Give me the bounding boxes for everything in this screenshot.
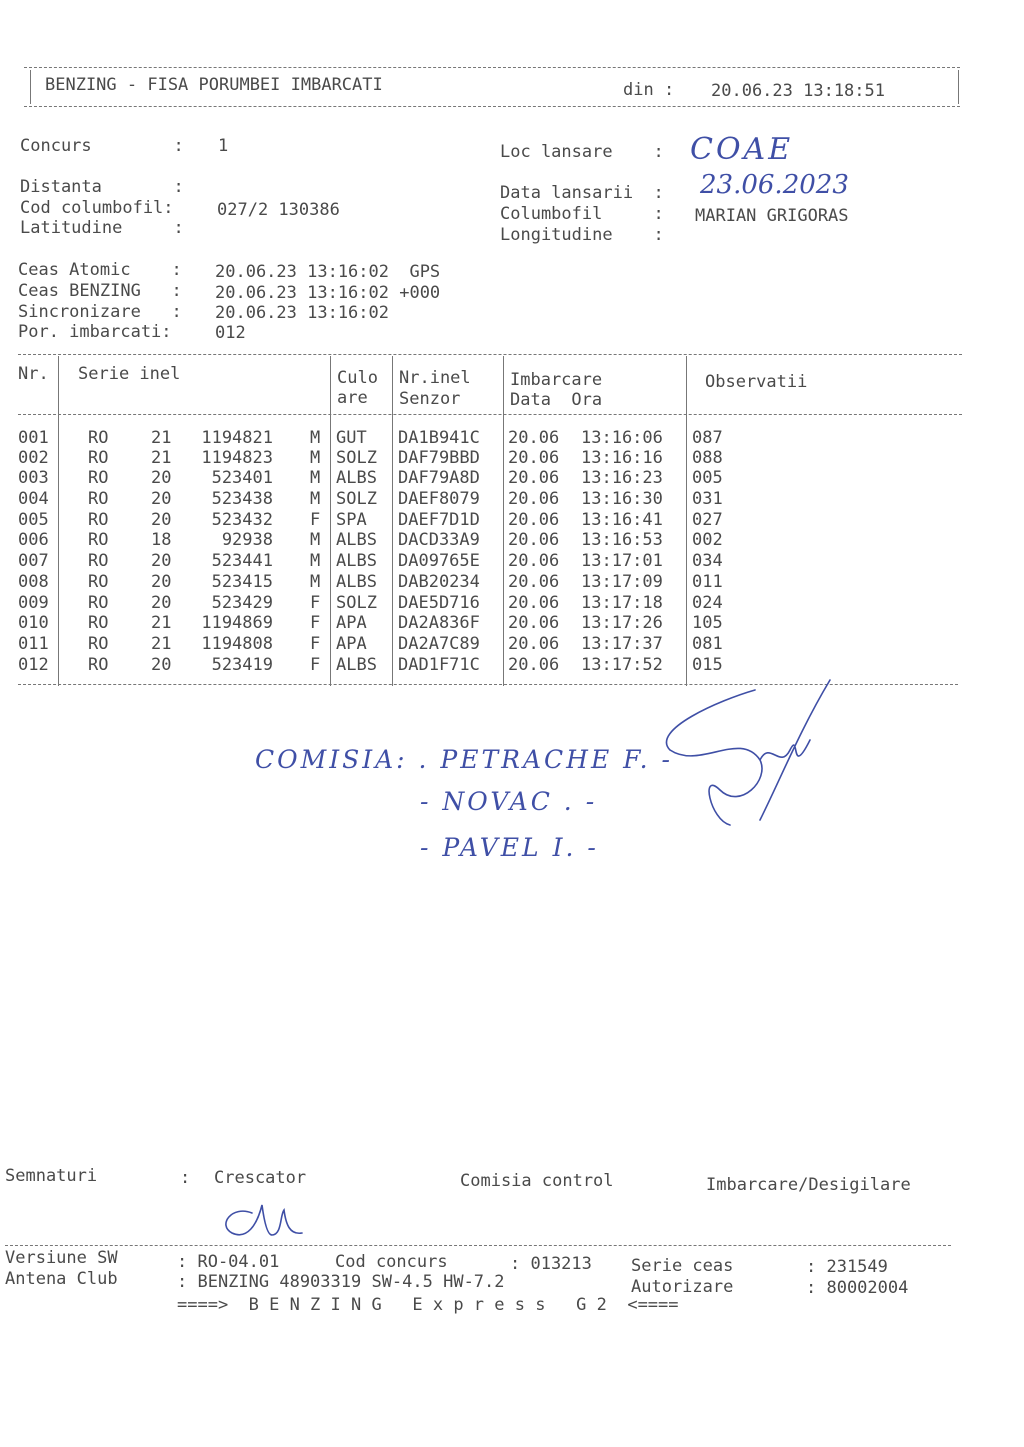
sincronizare-value: 20.06.23 13:16:02 bbox=[215, 303, 389, 323]
cell-time: 13:16:41 bbox=[581, 510, 663, 530]
cell-date: 20.06 bbox=[508, 572, 560, 592]
autorizare-label: Autorizare bbox=[631, 1277, 734, 1297]
table-row bbox=[18, 593, 958, 613]
cell-sex: F bbox=[310, 510, 321, 530]
col-header-observatii: Observatii bbox=[705, 372, 808, 392]
cell-color: SOLZ bbox=[336, 448, 377, 468]
cell-obs: 002 bbox=[692, 530, 723, 550]
table-row bbox=[18, 551, 958, 571]
cell-sensor: DAF79A8D bbox=[398, 468, 480, 488]
table-row bbox=[18, 572, 958, 592]
col-header-serie: Serie inel bbox=[78, 364, 181, 384]
header-bottom-border bbox=[24, 106, 960, 107]
table-row bbox=[18, 634, 958, 654]
cell-year: 18 bbox=[151, 530, 172, 550]
cell-country: RO bbox=[88, 468, 109, 488]
document-title: BENZING - FISA PORUMBEI IMBARCATI bbox=[45, 75, 383, 95]
cell-color: ALBS bbox=[336, 551, 377, 571]
semnaturi-colon: : bbox=[180, 1168, 191, 1188]
distanta-label: Distanta : bbox=[20, 177, 184, 197]
col-header-culoare-1: Culo bbox=[337, 368, 378, 388]
signature-line bbox=[5, 1245, 951, 1246]
col-header-nr: Nr. bbox=[18, 364, 49, 384]
data-lansarii-value: 23.06.2023 bbox=[700, 170, 849, 200]
cell-obs: 087 bbox=[692, 428, 723, 448]
cell-year: 21 bbox=[151, 448, 172, 468]
cell-sex: F bbox=[310, 613, 321, 633]
latitudine-label: Latitudine : bbox=[20, 218, 184, 238]
cell-nr: 006 bbox=[18, 530, 49, 550]
cell-sensor: DACD33A9 bbox=[398, 530, 480, 550]
col-header-culoare-2: are bbox=[337, 388, 368, 408]
cell-obs: 034 bbox=[692, 551, 723, 571]
cell-ring: 1194808 bbox=[201, 634, 273, 654]
data-lansarii-label: Data lansarii : bbox=[500, 183, 664, 203]
cell-color: SOLZ bbox=[336, 593, 377, 613]
date-label: din : bbox=[623, 80, 675, 100]
commission-note-line1: COMISIA: . PETRACHE F. - bbox=[255, 745, 673, 774]
cell-sensor: DA1B941C bbox=[398, 428, 480, 448]
cell-country: RO bbox=[88, 510, 109, 530]
cell-sensor: DA2A836F bbox=[398, 613, 480, 633]
table-row bbox=[18, 489, 958, 509]
cell-time: 13:17:09 bbox=[581, 572, 663, 592]
serie-ceas-value: : 231549 bbox=[806, 1257, 888, 1277]
cell-date: 20.06 bbox=[508, 530, 560, 550]
loc-lansare-label: Loc lansare : bbox=[500, 142, 664, 162]
cell-time: 13:17:52 bbox=[581, 655, 663, 675]
ceas-benzing-value: 20.06.23 13:16:02 +000 bbox=[215, 283, 441, 303]
cell-country: RO bbox=[88, 572, 109, 592]
cell-obs: 027 bbox=[692, 510, 723, 530]
cell-nr: 012 bbox=[18, 655, 49, 675]
cell-country: RO bbox=[88, 655, 109, 675]
cell-country: RO bbox=[88, 428, 109, 448]
cell-color: ALBS bbox=[336, 655, 377, 675]
col-header-imbarcare-1: Imbarcare bbox=[510, 370, 603, 390]
cell-date: 20.06 bbox=[508, 613, 560, 633]
cell-country: RO bbox=[88, 634, 109, 654]
cell-ring: 1194823 bbox=[201, 448, 273, 468]
cell-country: RO bbox=[88, 530, 109, 550]
cell-obs: 105 bbox=[692, 613, 723, 633]
cell-year: 21 bbox=[151, 613, 172, 633]
cell-sex: M bbox=[310, 489, 321, 509]
cell-time: 13:17:18 bbox=[581, 593, 663, 613]
cell-ring: 523419 bbox=[211, 655, 273, 675]
concurs-label: Concurs : bbox=[20, 136, 184, 156]
semnaturi-label: Semnaturi bbox=[5, 1166, 98, 1186]
comisia-control-label: Comisia control bbox=[460, 1171, 614, 1191]
cell-obs: 015 bbox=[692, 655, 723, 675]
table-row bbox=[18, 613, 958, 633]
cell-color: ALBS bbox=[336, 530, 377, 550]
cell-ring: 523401 bbox=[211, 468, 273, 488]
cell-sensor: DAEF8079 bbox=[398, 489, 480, 509]
cell-time: 13:16:30 bbox=[581, 489, 663, 509]
cell-country: RO bbox=[88, 613, 109, 633]
cell-nr: 009 bbox=[18, 593, 49, 613]
cell-year: 20 bbox=[151, 572, 172, 592]
cell-sensor: DAE5D716 bbox=[398, 593, 480, 613]
antena-club-value: : BENZING 48903319 SW-4.5 HW-7.2 bbox=[177, 1272, 505, 1292]
header-top-border bbox=[24, 67, 960, 68]
cell-country: RO bbox=[88, 593, 109, 613]
porumbei-imbarcati-label: Por. imbarcati: bbox=[18, 322, 172, 342]
serie-ceas-label: Serie ceas bbox=[631, 1256, 734, 1276]
cell-year: 20 bbox=[151, 510, 172, 530]
commission-signature bbox=[640, 670, 840, 850]
cell-date: 20.06 bbox=[508, 593, 560, 613]
cell-color: ALBS bbox=[336, 572, 377, 592]
cell-ring: 523438 bbox=[211, 489, 273, 509]
cell-color: APA bbox=[336, 634, 367, 654]
cell-year: 21 bbox=[151, 428, 172, 448]
cell-time: 13:16:23 bbox=[581, 468, 663, 488]
cell-ring: 523415 bbox=[211, 572, 273, 592]
cell-date: 20.06 bbox=[508, 468, 560, 488]
cod-columbofil-label: Cod columbofil: bbox=[20, 198, 174, 218]
table-row bbox=[18, 448, 958, 468]
cell-nr: 007 bbox=[18, 551, 49, 571]
cell-time: 13:17:37 bbox=[581, 634, 663, 654]
cell-nr: 008 bbox=[18, 572, 49, 592]
cell-ring: 523432 bbox=[211, 510, 273, 530]
ceas-atomic-label: Ceas Atomic : bbox=[18, 260, 182, 280]
columbofil-value: MARIAN GRIGORAS bbox=[695, 206, 849, 226]
ceas-atomic-value: 20.06.23 13:16:02 GPS bbox=[215, 262, 441, 282]
cell-sensor: DA2A7C89 bbox=[398, 634, 480, 654]
col-header-nrinel-2: Senzor bbox=[399, 389, 461, 409]
cell-nr: 002 bbox=[18, 448, 49, 468]
cell-nr: 011 bbox=[18, 634, 49, 654]
cell-time: 13:16:06 bbox=[581, 428, 663, 448]
cell-sensor: DAD1F71C bbox=[398, 655, 480, 675]
table-row bbox=[18, 468, 958, 488]
cell-obs: 088 bbox=[692, 448, 723, 468]
cell-time: 13:16:53 bbox=[581, 530, 663, 550]
cell-sensor: DAB20234 bbox=[398, 572, 480, 592]
col-header-imbarcare-2: Data Ora bbox=[510, 390, 603, 410]
cell-year: 20 bbox=[151, 593, 172, 613]
concurs-value: 1 bbox=[218, 136, 229, 156]
columbofil-label: Columbofil : bbox=[500, 204, 664, 224]
cell-date: 20.06 bbox=[508, 551, 560, 571]
autorizare-value: : 80002004 bbox=[806, 1278, 909, 1298]
cell-date: 20.06 bbox=[508, 428, 560, 448]
cell-sex: M bbox=[310, 572, 321, 592]
cell-time: 13:16:16 bbox=[581, 448, 663, 468]
benzing-express-banner: ====> B E N Z I N G E x p r e s s G 2 <==== bbox=[177, 1295, 679, 1315]
cell-color: ALBS bbox=[336, 468, 377, 488]
cell-date: 20.06 bbox=[508, 634, 560, 654]
cell-ring: 92938 bbox=[221, 530, 273, 550]
cell-date: 20.06 bbox=[508, 510, 560, 530]
cell-color: SOLZ bbox=[336, 489, 377, 509]
imbarcare-desigilare-label: Imbarcare/Desigilare bbox=[706, 1175, 911, 1195]
ceas-benzing-label: Ceas BENZING : bbox=[18, 281, 182, 301]
table-top-border bbox=[18, 354, 962, 355]
cell-ring: 1194821 bbox=[201, 428, 273, 448]
cell-year: 20 bbox=[151, 551, 172, 571]
table-row bbox=[18, 530, 958, 550]
versiune-sw-label: Versiune SW bbox=[5, 1248, 118, 1268]
cell-date: 20.06 bbox=[508, 655, 560, 675]
cell-year: 20 bbox=[151, 489, 172, 509]
cell-sex: M bbox=[310, 551, 321, 571]
commission-note-line2: - NOVAC . - bbox=[420, 787, 598, 816]
cell-country: RO bbox=[88, 551, 109, 571]
cell-color: APA bbox=[336, 613, 367, 633]
cell-sex: F bbox=[310, 593, 321, 613]
cell-nr: 001 bbox=[18, 428, 49, 448]
cell-sensor: DAEF7D1D bbox=[398, 510, 480, 530]
col-header-nrinel-1: Nr.inel bbox=[399, 368, 471, 388]
cell-color: GUT bbox=[336, 428, 367, 448]
cell-year: 21 bbox=[151, 634, 172, 654]
cell-nr: 005 bbox=[18, 510, 49, 530]
cod-concurs-label: Cod concurs bbox=[335, 1252, 448, 1272]
cell-obs: 081 bbox=[692, 634, 723, 654]
cell-nr: 003 bbox=[18, 468, 49, 488]
porumbei-imbarcati-value: 012 bbox=[215, 323, 246, 343]
cell-obs: 024 bbox=[692, 593, 723, 613]
cell-ring: 523441 bbox=[211, 551, 273, 571]
cell-obs: 011 bbox=[692, 572, 723, 592]
cell-nr: 010 bbox=[18, 613, 49, 633]
crescator-signature bbox=[212, 1195, 322, 1245]
cell-time: 13:17:01 bbox=[581, 551, 663, 571]
cell-date: 20.06 bbox=[508, 489, 560, 509]
crescator-label: Crescator bbox=[214, 1168, 307, 1188]
cell-sex: M bbox=[310, 448, 321, 468]
cell-year: 20 bbox=[151, 655, 172, 675]
cell-date: 20.06 bbox=[508, 448, 560, 468]
cell-ring: 1194869 bbox=[201, 613, 273, 633]
cell-sensor: DAF79BBD bbox=[398, 448, 480, 468]
commission-note-line3: - PAVEL I. - bbox=[420, 833, 599, 862]
cell-sex: M bbox=[310, 530, 321, 550]
cell-time: 13:17:26 bbox=[581, 613, 663, 633]
longitudine-label: Longitudine : bbox=[500, 225, 664, 245]
cell-color: SPA bbox=[336, 510, 367, 530]
cell-sex: M bbox=[310, 428, 321, 448]
antena-club-label: Antena Club bbox=[5, 1269, 118, 1289]
cod-columbofil-value: 027/2 130386 bbox=[217, 200, 340, 220]
header-left-border bbox=[30, 70, 31, 104]
cell-country: RO bbox=[88, 448, 109, 468]
date-value: 20.06.23 13:18:51 bbox=[711, 81, 885, 101]
table-row bbox=[18, 428, 958, 448]
cell-obs: 005 bbox=[692, 468, 723, 488]
cell-country: RO bbox=[88, 489, 109, 509]
table-row bbox=[18, 510, 958, 530]
cell-nr: 004 bbox=[18, 489, 49, 509]
loc-lansare-value: COAE bbox=[690, 132, 794, 167]
table-header-border bbox=[18, 414, 962, 415]
sincronizare-label: Sincronizare : bbox=[18, 302, 182, 322]
header-right-border bbox=[958, 70, 959, 104]
versiune-sw-value: : RO-04.01 bbox=[177, 1252, 280, 1272]
cell-obs: 031 bbox=[692, 489, 723, 509]
cell-sex: F bbox=[310, 655, 321, 675]
cell-year: 20 bbox=[151, 468, 172, 488]
cell-sensor: DA09765E bbox=[398, 551, 480, 571]
cod-concurs-value: : 013213 bbox=[510, 1254, 592, 1274]
cell-sex: F bbox=[310, 634, 321, 654]
cell-sex: M bbox=[310, 468, 321, 488]
cell-ring: 523429 bbox=[211, 593, 273, 613]
